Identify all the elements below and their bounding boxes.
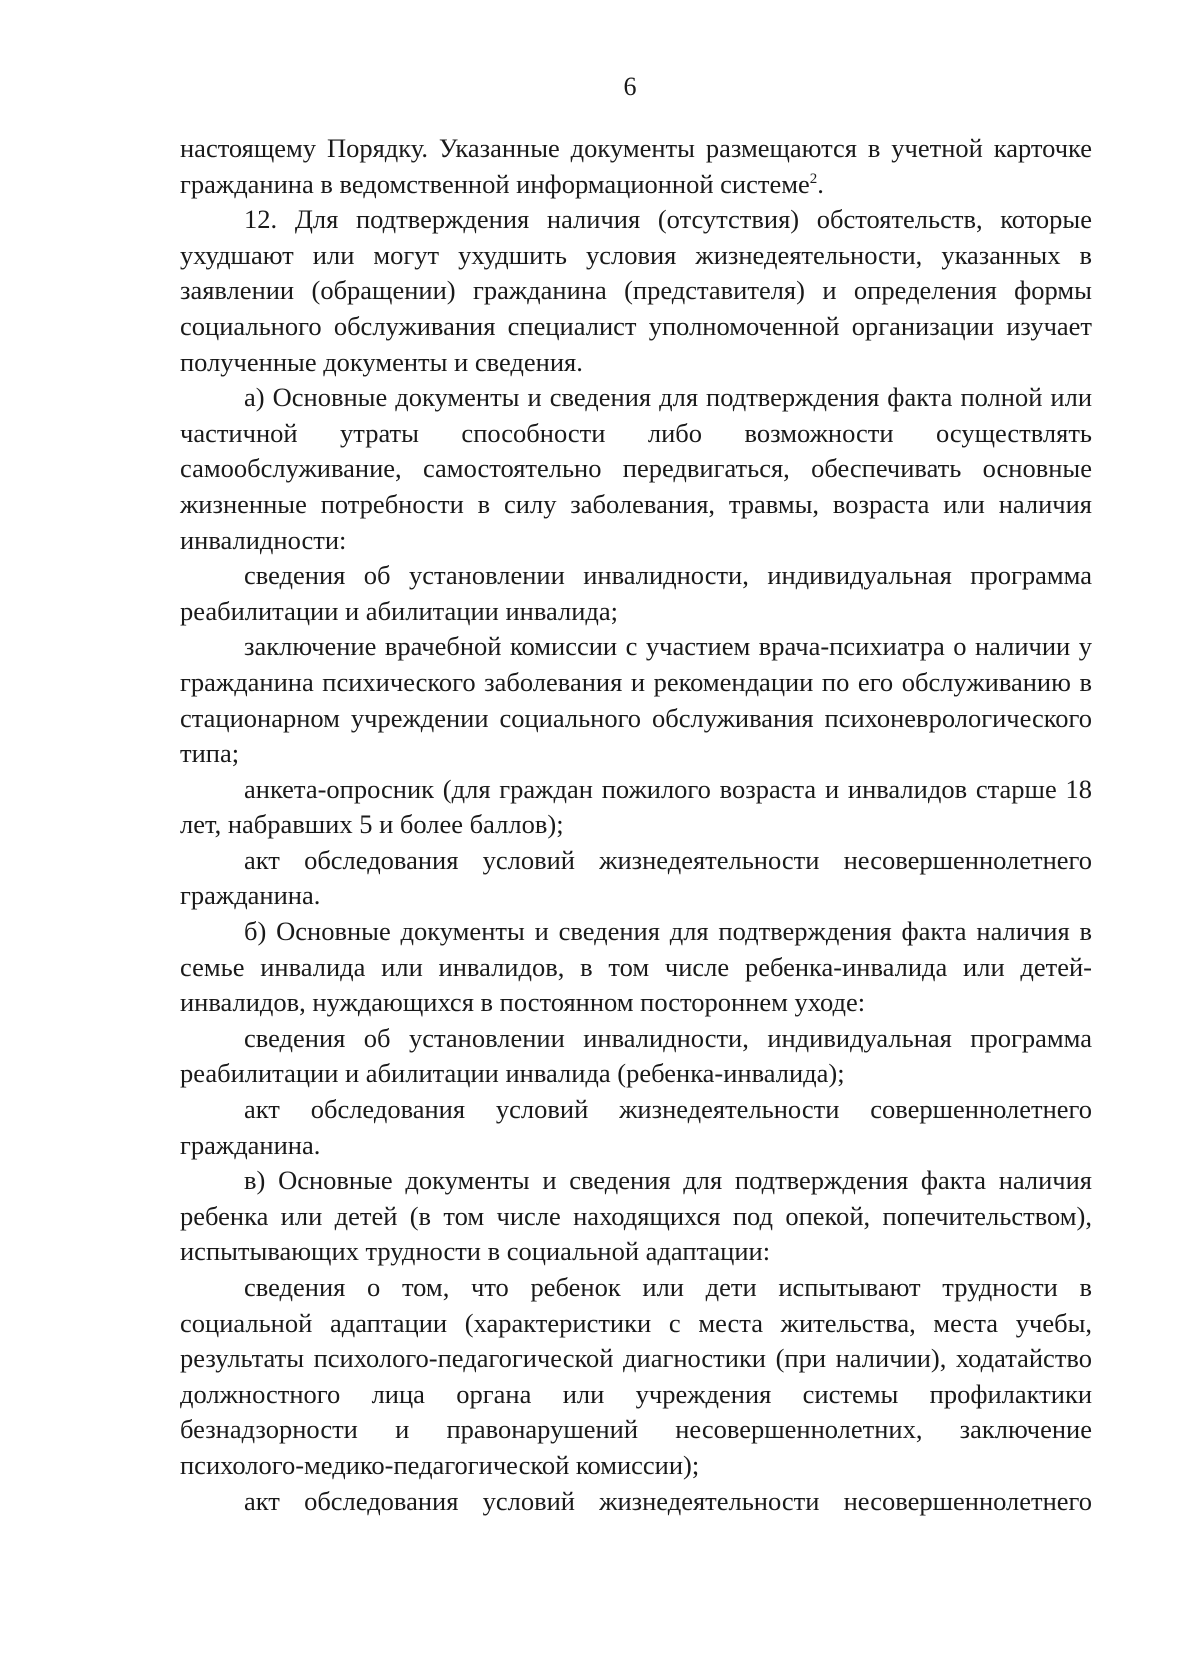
paragraph-tail: . xyxy=(817,168,824,199)
paragraph xyxy=(180,131,1092,202)
paragraph: 12. Для подтверждения наличия (отсутствия) обстоятельств, которые ухудшают или могут ухудшить условия жизнедеятельности, указанных в заявлении (обращении) гражданина (представителя) и определения формы социального обслуживания специалист уполномоченной организации изучает полученные документы и сведения. xyxy=(180,204,1092,377)
paragraph: заключение врачебной комиссии с участием врача-психиатра о наличии у гражданина психического заболевания и рекомендации по его обслуживанию в стационарном учреждении социального обслуживания психоневрологического типа; xyxy=(180,631,1092,769)
footnote-mark: 2 xyxy=(809,170,818,187)
paragraph: анкета-опросник (для граждан пожилого возраста и инвалидов старше 18 лет, набравших 5 и более баллов); xyxy=(180,773,1092,840)
document-body xyxy=(180,131,1092,1519)
paragraph-text: настоящему Порядку. Указанные документы размещаются в учетной карточке гражданина в ведомственной информационной системе xyxy=(180,133,1092,199)
paragraph: б) Основные документы и сведения для подтверждения факта наличия в семье инвалида или инвалидов, в том числе ребенка-инвалида или детей-инвалидов, нуждающихся в постоянном постороннем уходе: xyxy=(180,916,1092,1018)
paragraph: сведения об установлении инвалидности, индивидуальная программа реабилитации и абилитации инвалида (ребенка-инвалида); xyxy=(180,1022,1092,1089)
paragraph: а) Основные документы и сведения для подтверждения факта полной или частичной утраты способности либо возможности осуществлять самообслуживание, самостоятельно передвигаться, обеспечивать основные жизненные потребности в силу заболевания, травмы, возраста или наличия инвалидности: xyxy=(180,382,1092,555)
page-number: 6 xyxy=(623,72,637,101)
paragraph: в) Основные документы и сведения для подтверждения факта наличия ребенка или детей (в том числе находящихся под опекой, попечительством), испытывающих трудности в социальной адаптации: xyxy=(180,1165,1092,1267)
paragraph: акт обследования условий жизнедеятельности несовершеннолетнего xyxy=(244,1485,1092,1516)
paragraph: акт обследования условий жизнедеятельности несовершеннолетнего гражданина. xyxy=(180,844,1092,911)
paragraph: сведения об установлении инвалидности, индивидуальная программа реабилитации и абилитации инвалида; xyxy=(180,560,1092,626)
paragraph: акт обследования условий жизнедеятельности совершеннолетнего гражданина. xyxy=(180,1094,1092,1160)
paragraph: сведения о том, что ребенок или дети испытывают трудности в социальной адаптации (характеристики с места жительства, места учебы, результаты психолого-педагогической диагностики (при наличии), ходатайство должностного лица органа или учреждения системы профилактики безнадзорности и правонарушений несовершеннолетних, заключение психолого-медико-педагогической комиссии); xyxy=(180,1272,1092,1480)
